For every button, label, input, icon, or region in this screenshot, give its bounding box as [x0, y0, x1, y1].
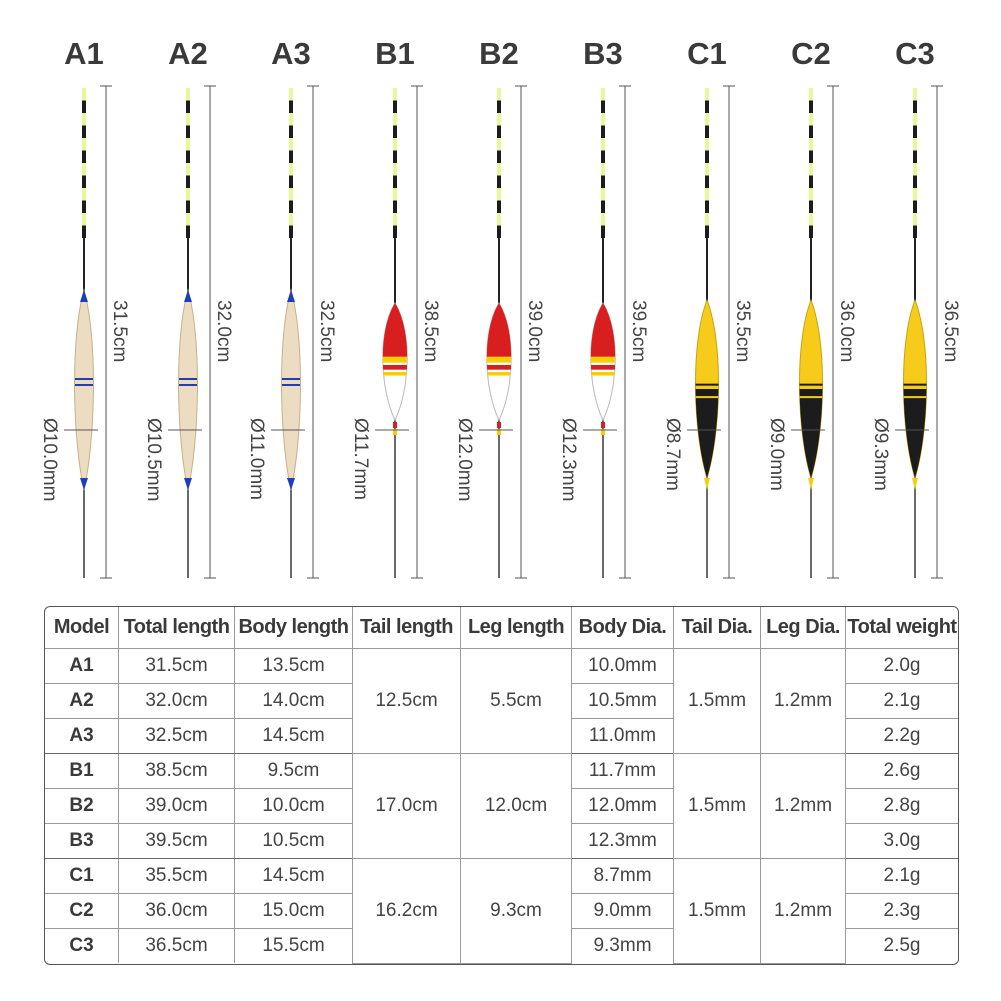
tip-segment	[82, 213, 86, 226]
float-a1	[39, 36, 130, 578]
diameter-label: Ø9.0mm	[766, 418, 787, 491]
tail-length-cell: 16.2cm	[353, 859, 461, 964]
total-length-cell: 36.0cm	[119, 894, 235, 929]
total-weight-cell: 2.6g	[846, 754, 959, 789]
header-leg-length: Leg length	[461, 607, 572, 649]
body-stripe	[377, 372, 413, 376]
diameter-label: Ø12.0mm	[454, 418, 475, 502]
tip-segment	[497, 188, 501, 201]
total-length-label: 38.5cm	[420, 300, 441, 363]
tip-segment	[289, 126, 293, 139]
tip-segment	[601, 151, 605, 164]
body-stripe	[481, 372, 517, 376]
tip-segment	[82, 138, 86, 151]
tip-segment	[393, 201, 397, 214]
header-total-length: Total length	[119, 607, 235, 649]
tip-segment	[186, 201, 190, 214]
body-dia-cell: 8.7mm	[572, 859, 674, 894]
tip-segment	[497, 126, 501, 139]
body-band	[794, 396, 828, 398]
float-model-label: C3	[895, 36, 935, 71]
tip-segment	[393, 188, 397, 201]
body-length-cell: 9.5cm	[235, 754, 353, 789]
tip-segment	[601, 226, 605, 239]
body-dia-cell: 11.0mm	[572, 719, 674, 754]
body-dia-cell: 9.3mm	[572, 929, 674, 964]
tip-segment	[913, 88, 917, 101]
tip-segment	[913, 201, 917, 214]
float-body	[75, 290, 94, 490]
leg-marker	[393, 422, 397, 428]
float-model-label: A2	[168, 36, 208, 71]
total-weight-cell: 2.1g	[846, 859, 959, 894]
leg-length-cell: 12.0cm	[461, 754, 572, 859]
leg-dia-cell: 1.2mm	[761, 649, 846, 754]
body-stripe	[377, 365, 413, 370]
tip-segment	[186, 138, 190, 151]
body-dia-cell: 10.5mm	[572, 684, 674, 719]
table-row	[45, 859, 958, 894]
table-header-row	[45, 607, 958, 649]
tip-segment	[809, 138, 813, 151]
tip-segment	[601, 88, 605, 101]
tip-segment	[186, 163, 190, 176]
specification-table	[44, 606, 959, 965]
header-body-length: Body length	[235, 607, 353, 649]
tip-segment	[601, 213, 605, 226]
body-tip-bottom	[912, 478, 918, 490]
float-b1	[350, 36, 441, 578]
body-dia-cell: 11.7mm	[572, 754, 674, 789]
table-row	[45, 649, 958, 684]
tip-segment	[186, 126, 190, 139]
float-model-label: C2	[791, 36, 831, 71]
tip-segment	[913, 101, 917, 114]
tip-segment	[705, 151, 709, 164]
total-length-cell: 36.5cm	[119, 929, 235, 964]
tip-segment	[186, 188, 190, 201]
tip-segment	[289, 226, 293, 239]
leg-dia-cell: 1.2mm	[761, 754, 846, 859]
tip-segment	[705, 213, 709, 226]
tip-segment	[289, 176, 293, 189]
tip-segment	[82, 163, 86, 176]
model-cell: A3	[45, 719, 119, 754]
tip-segment	[601, 101, 605, 114]
table-row	[45, 754, 958, 789]
tip-segment	[913, 151, 917, 164]
tip-segment	[913, 138, 917, 151]
total-weight-cell: 3.0g	[846, 824, 959, 859]
total-length-label: 36.0cm	[836, 300, 857, 363]
body-black-lower	[690, 389, 724, 478]
header-tail-dia: Tail Dia.	[674, 607, 761, 649]
body-length-cell: 15.0cm	[235, 894, 353, 929]
body-stripe	[585, 365, 621, 370]
total-length-label: 31.5cm	[109, 300, 130, 363]
tip-segment	[289, 138, 293, 151]
tip-segment	[601, 126, 605, 139]
total-weight-cell: 2.1g	[846, 684, 959, 719]
header-total-weight: Total weight	[846, 607, 959, 649]
tip-segment	[289, 151, 293, 164]
total-length-cell: 39.5cm	[119, 824, 235, 859]
body-cap-top	[80, 290, 88, 302]
leg-length-cell: 9.3cm	[461, 859, 572, 964]
tip-segment	[186, 88, 190, 101]
tip-segment	[809, 188, 813, 201]
tip-segment	[497, 113, 501, 126]
tip-segment	[82, 176, 86, 189]
tip-segment	[393, 101, 397, 114]
tip-segment	[705, 201, 709, 214]
tip-segment	[601, 113, 605, 126]
total-length-label: 32.5cm	[316, 300, 337, 363]
body-dia-cell: 12.3mm	[572, 824, 674, 859]
body-dia-cell: 9.0mm	[572, 894, 674, 929]
tip-segment	[393, 176, 397, 189]
header-model: Model	[45, 607, 119, 649]
tip-segment	[913, 188, 917, 201]
tip-segment	[497, 138, 501, 151]
tip-segment	[82, 126, 86, 139]
body-red-top	[585, 303, 621, 357]
tip-segment	[393, 163, 397, 176]
float-b2	[454, 36, 545, 578]
model-cell: C1	[45, 859, 119, 894]
body-band	[282, 378, 300, 380]
model-cell: B1	[45, 754, 119, 789]
body-cap-bottom	[287, 478, 295, 490]
diameter-label: Ø12.3mm	[558, 418, 579, 502]
tip-segment	[186, 113, 190, 126]
body-stripe	[481, 365, 517, 370]
total-weight-cell: 2.5g	[846, 929, 959, 964]
total-length-cell: 32.0cm	[119, 684, 235, 719]
tip-segment	[601, 201, 605, 214]
body-cap-top	[287, 290, 295, 302]
tail-length-cell: 17.0cm	[353, 754, 461, 859]
tip-segment	[393, 113, 397, 126]
diameter-label: Ø11.0mm	[246, 418, 267, 501]
model-cell: C2	[45, 894, 119, 929]
tip-segment	[497, 226, 501, 239]
tip-segment	[705, 101, 709, 114]
model-cell: A1	[45, 649, 119, 684]
float-c3	[870, 36, 961, 578]
body-length-cell: 14.5cm	[235, 719, 353, 754]
tip-segment	[913, 163, 917, 176]
tip-segment	[82, 201, 86, 214]
tip-segment	[913, 226, 917, 239]
body-cap-bottom	[80, 478, 88, 490]
leg-dia-cell: 1.2mm	[761, 859, 846, 964]
tip-segment	[289, 113, 293, 126]
body-length-cell: 14.0cm	[235, 684, 353, 719]
float-b3	[558, 36, 649, 578]
tip-segment	[393, 138, 397, 151]
tip-segment	[497, 201, 501, 214]
tip-segment	[186, 226, 190, 239]
header-body-dia: Body Dia.	[572, 607, 674, 649]
tip-segment	[601, 188, 605, 201]
total-length-label: 39.5cm	[628, 300, 649, 363]
tip-segment	[705, 188, 709, 201]
body-dia-cell: 10.0mm	[572, 649, 674, 684]
float-a3	[246, 36, 337, 578]
body-stripe	[585, 372, 621, 376]
body-band	[75, 384, 93, 386]
tip-segment	[497, 213, 501, 226]
tip-segment	[913, 176, 917, 189]
float-model-label: B1	[375, 36, 415, 71]
total-weight-cell: 2.8g	[846, 789, 959, 824]
body-length-cell: 15.5cm	[235, 929, 353, 964]
tip-segment	[82, 151, 86, 164]
tip-segment	[186, 151, 190, 164]
tip-segment	[289, 188, 293, 201]
body-length-cell: 14.5cm	[235, 859, 353, 894]
body-tip-bottom	[704, 478, 710, 490]
tip-segment	[393, 226, 397, 239]
tail-dia-cell: 1.5mm	[674, 859, 761, 964]
float-model-label: B3	[583, 36, 623, 71]
total-weight-cell: 2.2g	[846, 719, 959, 754]
tip-segment	[497, 163, 501, 176]
total-length-cell: 38.5cm	[119, 754, 235, 789]
body-band	[179, 384, 197, 386]
tip-segment	[809, 151, 813, 164]
body-band	[282, 384, 300, 386]
header-tail-length: Tail length	[353, 607, 461, 649]
tip-segment	[705, 138, 709, 151]
total-length-label: 39.0cm	[524, 300, 545, 363]
float-model-label: C1	[687, 36, 727, 71]
tip-segment	[809, 88, 813, 101]
tip-segment	[186, 101, 190, 114]
tip-segment	[497, 101, 501, 114]
tip-segment	[809, 176, 813, 189]
body-black-lower	[794, 389, 828, 478]
table-body	[45, 649, 958, 964]
total-length-cell: 31.5cm	[119, 649, 235, 684]
body-band	[898, 396, 932, 398]
body-dia-cell: 12.0mm	[572, 789, 674, 824]
tip-segment	[601, 163, 605, 176]
tip-segment	[601, 176, 605, 189]
tip-segment	[913, 126, 917, 139]
tail-dia-cell: 1.5mm	[674, 754, 761, 859]
tip-segment	[809, 101, 813, 114]
tail-dia-cell: 1.5mm	[674, 649, 761, 754]
leg-length-cell: 5.5cm	[461, 649, 572, 754]
model-cell: A2	[45, 684, 119, 719]
tip-segment	[809, 126, 813, 139]
float-body	[282, 290, 301, 490]
tip-segment	[289, 101, 293, 114]
diameter-label: Ø10.5mm	[143, 418, 164, 502]
total-length-cell: 32.5cm	[119, 719, 235, 754]
tip-segment	[82, 113, 86, 126]
tip-segment	[289, 201, 293, 214]
diameter-label: Ø11.7mm	[350, 418, 371, 501]
float-c2	[766, 36, 857, 578]
model-cell: B2	[45, 789, 119, 824]
tip-segment	[705, 126, 709, 139]
body-length-cell: 10.5cm	[235, 824, 353, 859]
tip-segment	[705, 113, 709, 126]
tip-segment	[82, 101, 86, 114]
tip-segment	[601, 138, 605, 151]
tip-segment	[913, 213, 917, 226]
tip-segment	[393, 213, 397, 226]
tip-segment	[809, 163, 813, 176]
float-a2	[143, 36, 234, 578]
body-band	[179, 378, 197, 380]
tip-segment	[809, 201, 813, 214]
tip-segment	[705, 176, 709, 189]
tip-segment	[809, 226, 813, 239]
tip-segment	[497, 151, 501, 164]
total-weight-cell: 2.3g	[846, 894, 959, 929]
float-model-label: B2	[479, 36, 519, 71]
model-cell: C3	[45, 929, 119, 964]
tip-segment	[186, 213, 190, 226]
tail-length-cell: 12.5cm	[353, 649, 461, 754]
tip-segment	[705, 163, 709, 176]
total-weight-cell: 2.0g	[846, 649, 959, 684]
body-black-lower	[898, 389, 932, 478]
diameter-label: Ø8.7mm	[662, 418, 683, 491]
diameter-label: Ø9.3mm	[870, 418, 891, 491]
tip-segment	[497, 88, 501, 101]
total-length-label: 36.5cm	[940, 300, 961, 363]
body-cap-bottom	[184, 478, 192, 490]
tip-segment	[705, 88, 709, 101]
tip-segment	[705, 226, 709, 239]
tip-segment	[809, 113, 813, 126]
tip-segment	[82, 188, 86, 201]
tip-segment	[289, 163, 293, 176]
header-leg-dia: Leg Dia.	[761, 607, 846, 649]
tip-segment	[289, 88, 293, 101]
body-length-cell: 10.0cm	[235, 789, 353, 824]
body-red-top	[377, 303, 413, 357]
tip-segment	[913, 113, 917, 126]
float-c1	[662, 36, 753, 578]
model-cell: B3	[45, 824, 119, 859]
total-length-label: 35.5cm	[732, 300, 753, 363]
body-red-top	[481, 303, 517, 357]
tip-segment	[82, 226, 86, 239]
total-length-cell: 35.5cm	[119, 859, 235, 894]
body-band	[690, 396, 724, 398]
body-band	[75, 378, 93, 380]
tip-segment	[809, 213, 813, 226]
diameter-label: Ø10.0mm	[39, 418, 60, 502]
tip-segment	[82, 88, 86, 101]
tip-segment	[497, 176, 501, 189]
float-model-label: A3	[271, 36, 311, 71]
leg-marker	[601, 422, 605, 428]
body-cap-top	[184, 290, 192, 302]
body-tip-bottom	[808, 478, 814, 490]
total-length-cell: 39.0cm	[119, 789, 235, 824]
tip-segment	[393, 151, 397, 164]
tip-segment	[393, 88, 397, 101]
tip-segment	[289, 213, 293, 226]
body-length-cell: 13.5cm	[235, 649, 353, 684]
total-length-label: 32.0cm	[213, 300, 234, 363]
tip-segment	[393, 126, 397, 139]
tip-segment	[186, 176, 190, 189]
float-model-label: A1	[64, 36, 104, 71]
float-body	[179, 290, 198, 490]
leg-marker	[497, 422, 501, 428]
